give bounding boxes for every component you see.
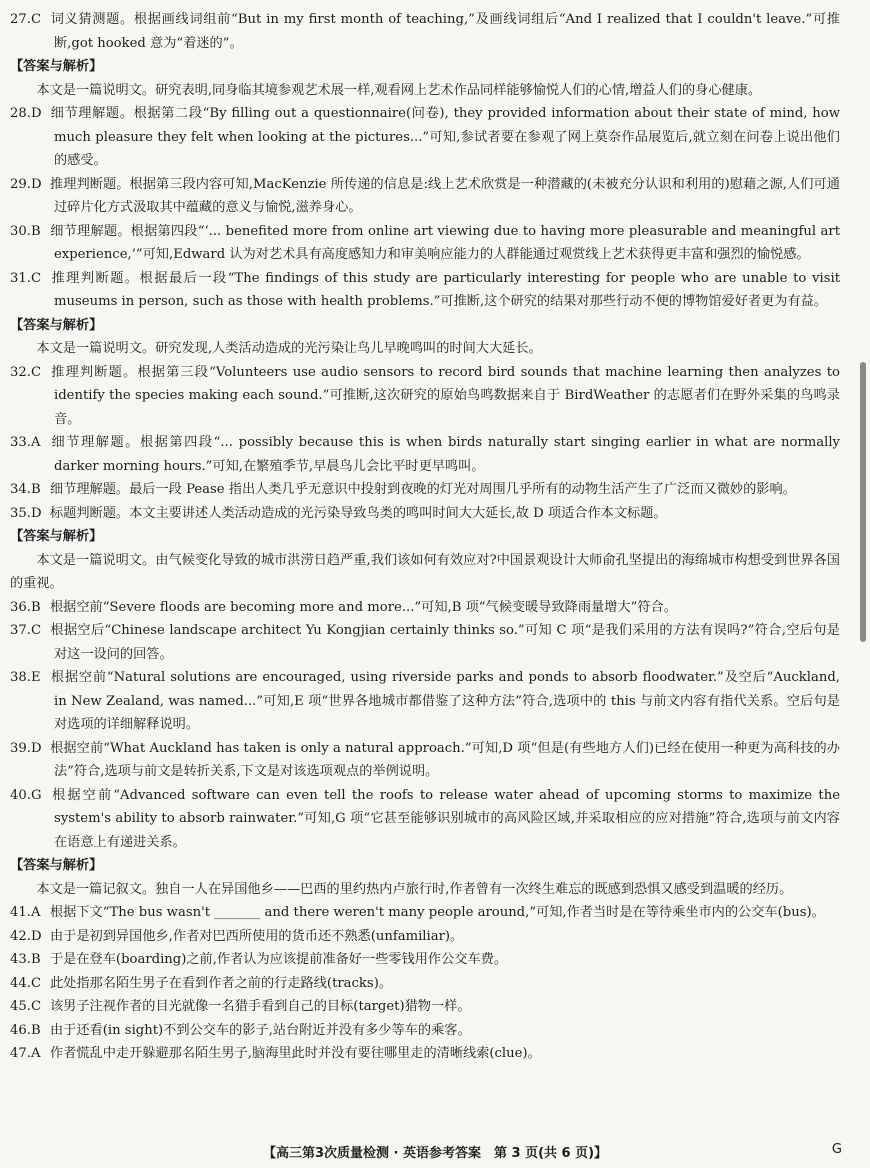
answer-sheet-page [10,8,840,1066]
answer-explanation: 细节理解题。根据第二段“By filling out a questionnaire(问卷), they provided information about their state of mind, how much pleasure they felt when looking at the pictures...”可知,参试者要在参观了网上莫奈作品展览后,就立刻在问卷上说出他们的感受。 [50,106,840,168]
answer-explanation: 该男子注视作者的目光就像一名猎手看到自己的目标(target)猎物一样。 [50,999,471,1014]
answer-item [10,619,840,666]
answer-explanation: 词义猜测题。根据画线词组前“But in my first month of teaching,”及画线词组后“And I realized that I couldn't leave.”可推断,got hooked 意为“着迷的”。 [50,12,840,51]
section-heading: 【答案与解析】 [10,317,103,333]
answer-number: 37.C [10,623,42,638]
answer-number: 32.C [10,364,42,380]
answer-item [10,478,840,502]
answer-item [10,972,840,996]
answer-item [10,596,840,620]
answer-item [10,948,840,972]
answer-number: 36.B [10,599,41,615]
section-heading: 【答案与解析】 [10,858,103,873]
vertical-scrollbar[interactable] [860,362,866,642]
answer-number: 30.B [10,223,41,239]
version-letter: G [831,1142,842,1157]
answer-number: 45.C [10,999,42,1014]
answer-explanation: 由于是初到异国他乡,作者对巴西所使用的货币还不熟悉(unfamiliar)。 [50,928,464,944]
answer-item [10,220,840,267]
answer-item [10,502,840,526]
answer-explanation: 推理判断题。根据最后一段“The findings of this study are particularly interesting for people who are unable to visit museums in person, such as those with health problems.”可推断,这个研究的结果对那些行动不便的博物馆爱好者更为有益。 [50,270,840,309]
answer-number: 34.B [10,482,41,497]
answer-item [10,925,840,949]
answer-explanation: 作者慌乱中走开躲避那名陌生男子,脑海里此时并没有要往哪里走的清晰线索(clue)。 [50,1046,541,1061]
answer-number: 41.A [10,905,41,920]
answer-number: 42.D [10,928,42,944]
footer-text: 【高三第3次质量检测 · 英语参考答案 第 3 页(共 6 页)】 [262,1146,608,1161]
answer-item [10,361,840,432]
answer-item [10,901,840,925]
answer-number: 33.A [10,435,41,450]
section-heading: 【答案与解析】 [10,59,103,74]
answer-explanation: 根据空后“Chinese landscape architect Yu Kongjian certainly thinks so.”可知 C 项“是我们采用的方法有误吗?”符合,空后句是对这一设问的回答。 [50,623,840,662]
answer-number: 31.C [10,270,42,286]
answer-item [10,1042,840,1066]
answer-explanation: 由于还看(in sight)不到公交车的影子,站台附近并没有多少等车的乘客。 [50,1022,471,1038]
answer-number: 39.D [10,740,42,756]
answer-explanation: 根据下文“The bus wasn't _______ and there weren't many people around,”可知,作者当时是在等待乘坐市内的公交车(bus)。 [50,905,825,920]
answer-explanation: 细节理解题。最后一段 Pease 指出人类几乎无意识中投射到夜晚的灯光对周围几乎所有的动物生活产生了广泛而又微妙的影响。 [50,482,796,497]
answer-number: 40.G [10,787,42,803]
passage-summary: 本文是一篇记叙文。独自一人在异国他乡——巴西的里约热内卢旅行时,作者曾有一次终生难忘的既感到恐惧又感受到温暖的经历。 [36,881,793,897]
answer-item [10,666,840,737]
answer-explanation: 此处指那名陌生男子在看到作者之前的行走路线(tracks)。 [50,975,393,991]
answer-item [10,8,840,55]
answer-number: 27.C [10,12,42,27]
answer-explanation: 推理判断题。根据第三段内容可知,MacKenzie 所传递的信息是:线上艺术欣赏是一种潜藏的(未被充分认识和利用的)慰藉之源,人们可通过碎片化方式汲取其中蕴藏的意义与愉悦,滋养身心。 [50,176,840,215]
answer-item [10,173,840,220]
answer-number: 28.D [10,106,42,121]
answer-item [10,784,840,855]
answer-explanation: 标题判断题。本文主要讲述人类活动造成的光污染导致鸟类的鸣叫时间大大延长,故 D 项适合作本文标题。 [50,505,667,521]
answer-item [10,102,840,173]
answer-explanation: 细节理解题。根据第四段“‘... benefited more from online art viewing due to having more pleasurable and meaningful art experience,’”可知,Edward 认为对艺术具有高度感知力和审美响应能力的人群能通过观赏线上艺术获得更丰富和强烈的愉悦感。 [50,223,840,262]
answer-number: 44.C [10,975,42,991]
page-footer [0,1142,870,1161]
answer-explanation: 于是在登车(boarding)之前,作者认为应该提前准备好一些零钱用作公交车费。 [50,952,508,967]
answer-explanation: 推理判断题。根据第三段“Volunteers use audio sensors to record bird sounds that machine learning then analyzes to identify the species making each sound.”可推断,这次研究的原始鸟鸣数据来自于 BirdWeather 的志愿者们在野外采集的鸟鸣录音。 [50,364,840,427]
answer-number: 47.A [10,1046,41,1061]
answer-item [10,1019,840,1043]
answer-item [10,737,840,784]
answer-explanation: 细节理解题。根据第四段“... possibly because this is when birds naturally start singing earlier in what are normally darker morning hours.”可知,在繁殖季节,早晨鸟儿会比平时更早鸣叫。 [50,435,840,474]
answer-item [10,267,840,314]
answer-number: 38.E [10,670,41,685]
answer-explanation: 根据空前“What Auckland has taken is only a natural approach.”可知,D 项“但是(有些地方人们)已经在使用一种更为高科技的办法”符合,选项与前文是转折关系,下文是对该选项观点的举例说明。 [50,740,840,779]
section-heading: 【答案与解析】 [10,529,103,544]
answer-number: 46.B [10,1022,41,1038]
answer-item [10,995,840,1019]
passage-summary: 本文是一篇说明文。研究发现,人类活动造成的光污染让鸟儿早晚鸣叫的时间大大延长。 [36,341,542,356]
answer-explanation: 根据空前“Advanced software can even tell the roofs to release water ahead of upcoming storms to maximize the system's ability to absorb rainwater.”可知,G 项“它甚至能够识别城市的高风险区域,并采取相应的应对措施”符合,选项与前文内容在语意上有递进关系。 [50,787,840,850]
answer-number: 35.D [10,505,42,521]
passage-summary: 本文是一篇说明文。研究表明,同身临其境参观艺术展一样,观看网上艺术作品同样能够愉悦人们的心情,增益人们的身心健康。 [36,82,762,98]
answer-number: 29.D [10,176,42,192]
passage-summary: 本文是一篇说明文。由气候变化导致的城市洪涝日趋严重,我们该如何有效应对?中国景观设计大师俞孔坚提出的海绵城市构想受到世界各国的重视。 [10,552,840,591]
answer-number: 43.B [10,952,41,967]
answer-explanation: 根据空前“Severe floods are becoming more and more...”可知,B 项“气候变暖导致降雨量增大”符合。 [50,599,677,615]
answer-explanation: 根据空前“Natural solutions are encouraged, using riverside parks and ponds to absorb floodwater.”及空后“Auckland, in New Zealand, was named...”可知,E 项“世界各地城市都借鉴了这种方法”符合,选项中的 this 与前文内容有指代关系。空后句是对选项的详细解释说明。 [50,670,840,732]
answer-item [10,431,840,478]
